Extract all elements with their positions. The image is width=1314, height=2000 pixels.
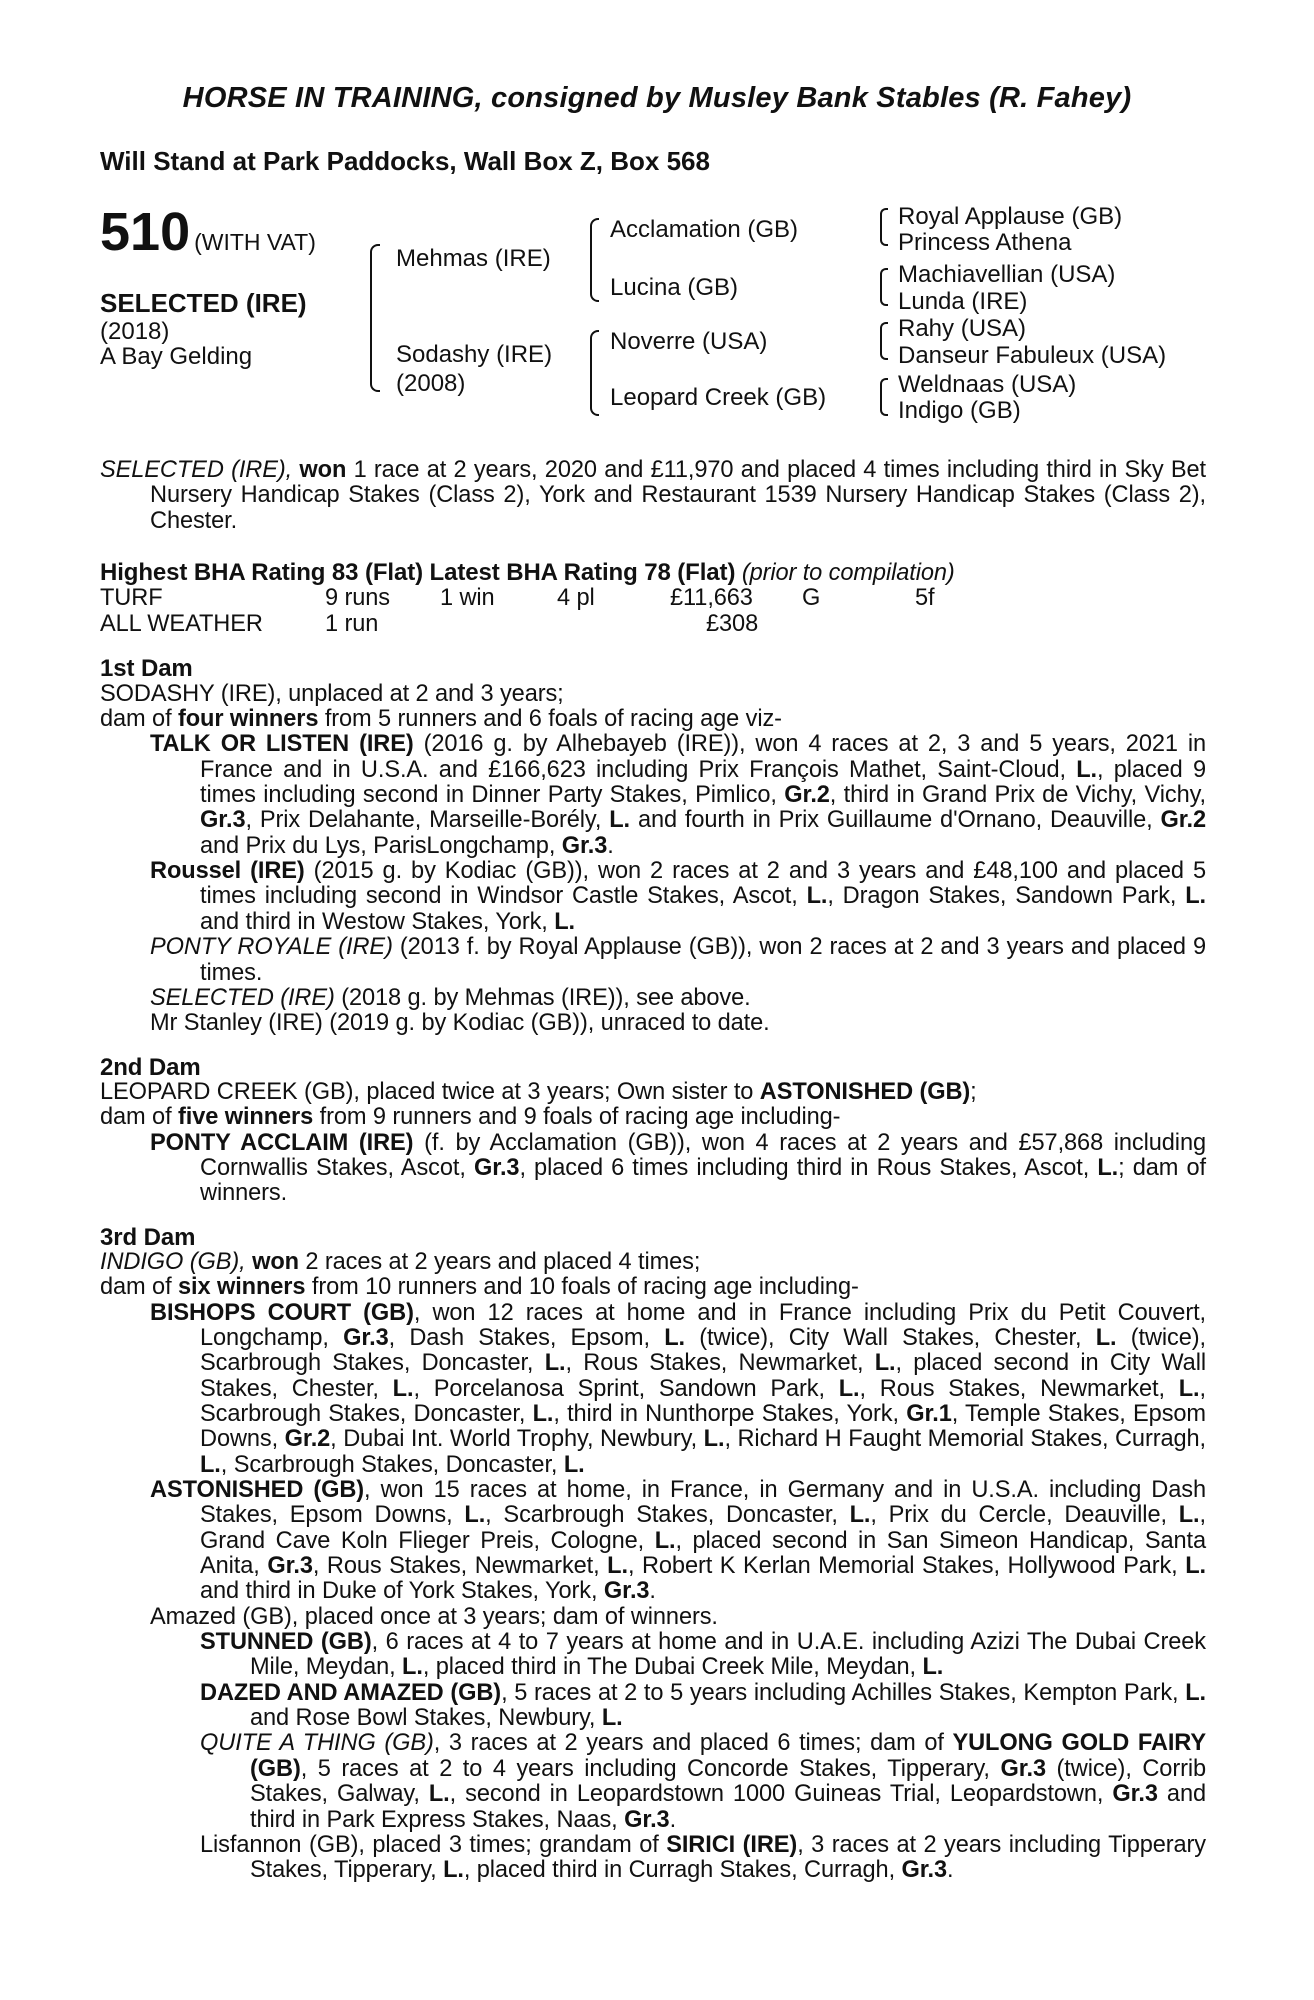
third-dam-line: INDIGO (GB), won 2 races at 2 years and placed 4 times;: [100, 1248, 701, 1275]
lot-number-block: [100, 202, 316, 262]
grand-progeny-entry: DAZED AND AMAZED (GB), 5 races at 2 to 5 years including Achilles Stakes, Kempton Park, L. and Rose Bowl Stakes, Newbury, L.: [200, 1679, 1206, 1732]
grand-progeny-entry: QUITE A THING (GB), 3 races at 2 years and placed 6 times; dam of YULONG GOLD FAIRY (GB), 5 races at 2 to 4 years including Concorde Stakes, Tipperary, Gr.3 (twice), Corrib Stakes, Galway, L., second in Leopardstown 1000 Guineas Trial, Leopardstown, Gr.3 and third in Park Express Stakes, Naas, Gr.3.: [200, 1730, 1206, 1833]
lot-number: 510: [100, 202, 191, 262]
turf-stats: TURF 9 runs 1 win 4 pl £11,663 G 5f: [100, 585, 935, 612]
grand-progeny-entry: STUNNED (GB), 6 races at 4 to 7 years at home and in U.A.E. including Azizi The Dubai Creek Mile, Meydan, L., placed third in The Dubai Creek Mile, Meydan, L.: [200, 1629, 1206, 1681]
second-dam-line: LEOPARD CREEK (GB), placed twice at 3 years; Own sister to ASTONISHED (GB);: [100, 1078, 977, 1105]
grand-progeny-entry: Lisfannon (GB), placed 3 times; grandam of SIRICI (IRE), 3 races at 2 years including Tipperary Stakes, Tipperary, L., placed third in Curragh Stakes, Curragh, Gr.3.: [200, 1831, 1206, 1884]
catalogue-body: [100, 458, 1206, 1884]
pedigree-dam: Sodashy (IRE): [396, 341, 553, 368]
progeny-entry: ASTONISHED (GB), won 15 races at home, in France, in Germany and in U.S.A. including Dash Stakes, Epsom Downs, L., Scarbrough Stakes, Doncaster, L., Prix du Cercle, Deauville, L., Grand Cave Koln Flieger Preis, Cologne, L., placed second in San Simeon Handicap, Santa Anita, Gr.3, Rous Stakes, Newmarket, L., Robert K Kerlan Memorial Stakes, Hollywood Park, L. and third in Duke of York Stakes, York, Gr.3.: [150, 1477, 1206, 1605]
pedigree-sire-dam: Lucina (GB): [610, 274, 739, 301]
pedigree-g2: Princess Athena: [898, 229, 1072, 256]
vat-note: (WITH VAT): [194, 229, 316, 255]
pedigree-g7: Weldnaas (USA): [898, 371, 1077, 398]
pedigree-g3: Machiavellian (USA): [898, 261, 1116, 288]
pedigree-dam-sire: Noverre (USA): [610, 328, 768, 355]
progeny-entry: BISHOPS COURT (GB), won 12 races at home and in France including Prix du Petit Couvert, Longchamp, Gr.3, Dash Stakes, Epsom, L. (twice), City Wall Stakes, Chester, L. (twice), Scarbrough Stakes, Doncaster, L., Rous Stakes, Newmarket, L., placed second in City Wall Stakes, Chester, L., Porcelanosa Sprint, Sandown Park, L., Rous Stakes, Newmarket, L., Scarbrough Stakes, Doncaster, L., third in Nunthorpe Stakes, York, Gr.1, Temple Stakes, Epsom Downs, Gr.2, Dubai Int. World Trophy, Newbury, L., Richard H Faught Memorial Stakes, Curragh, L., Scarbrough Stakes, Doncaster, L.: [150, 1299, 1206, 1478]
pedigree-brace-g1: [880, 208, 888, 246]
progeny-entry: Mr Stanley (IRE) (2019 g. by Kodiac (GB)), unraced to date.: [150, 1010, 770, 1037]
pedigree-sire-sire: Acclamation (GB): [610, 216, 799, 243]
third-dam-heading: 3rd Dam: [100, 1223, 196, 1251]
pedigree-g1: Royal Applause (GB): [898, 203, 1123, 230]
pedigree-dam-dam: Leopard Creek (GB): [610, 384, 827, 411]
pedigree-g6: Danseur Fabuleux (USA): [898, 342, 1167, 369]
pedigree-brace-dam: [590, 330, 599, 416]
first-dam-produce-line: dam of four winners from 5 runners and 6 foals of racing age viz-: [100, 706, 782, 733]
first-dam-line: SODASHY (IRE), unplaced at 2 and 3 years;: [100, 680, 564, 707]
pedigree-brace-g4: [880, 378, 888, 416]
second-dam-heading: 2nd Dam: [100, 1053, 201, 1081]
horse-description: A Bay Gelding: [100, 343, 253, 370]
pedigree-brace-g3: [880, 322, 888, 360]
pedigree-brace-sire: [590, 218, 599, 302]
progeny-entry: Roussel (IRE) (2015 g. by Kodiac (GB)), won 2 races at 2 and 3 years and £48,100 and placed 5 times including second in Windsor Castle Stakes, Ascot, L., Dragon Stakes, Sandown Park, L. and third in Westow Stakes, York, L.: [150, 858, 1207, 935]
all-weather-stats: ALL WEATHER 1 run £308: [100, 611, 759, 638]
horse-year: (2018): [100, 318, 170, 345]
progeny-entry: SELECTED (IRE) (2018 g. by Mehmas (IRE)), see above.: [150, 984, 751, 1011]
progeny-entry: Amazed (GB), placed once at 3 years; dam of winners.: [150, 1603, 718, 1630]
pedigree-g4: Lunda (IRE): [898, 288, 1028, 315]
pedigree-dam-year: (2008): [396, 370, 466, 397]
second-dam-produce-line: dam of five winners from 9 runners and 9 foals of racing age including-: [100, 1104, 841, 1131]
bha-ratings: Highest BHA Rating 83 (Flat) Latest BHA Rating 78 (Flat) (prior to compilation): [100, 559, 955, 587]
pedigree-g8: Indigo (GB): [898, 397, 1021, 424]
race-summary: SELECTED (IRE), won 1 race at 2 years, 2020 and £11,970 and placed 4 times including third in Sky Bet Nursery Handicap Stakes (Class 2), York and Restaurant 1539 Nursery Handicap Stakes (Class 2), Chester.: [100, 457, 1206, 534]
pedigree-brace-parents: [370, 244, 380, 392]
third-dam-produce-line: dam of six winners from 10 runners and 10 foals of racing age including-: [100, 1274, 859, 1301]
progeny-entry: PONTY ACCLAIM (IRE) (f. by Acclamation (GB)), won 4 races at 2 years and £57,868 including Cornwallis Stakes, Ascot, Gr.3, placed 6 times including third in Rous Stakes, Ascot, L.; dam of winners.: [150, 1129, 1206, 1207]
pedigree-brace-g2: [880, 268, 888, 306]
first-dam-heading: 1st Dam: [100, 655, 193, 683]
horse-name: SELECTED (IRE): [100, 288, 307, 318]
stand-location: Will Stand at Park Paddocks, Wall Box Z, Box 568: [100, 146, 710, 176]
pedigree-sire: Mehmas (IRE): [396, 245, 551, 272]
consignor-header: HORSE IN TRAINING, consigned by Musley Bank Stables (R. Fahey): [182, 82, 1132, 114]
progeny-entry: PONTY ROYALE (IRE) (2013 f. by Royal Applause (GB)), won 2 races at 2 and 3 years and placed 9 times.: [150, 934, 1206, 986]
progeny-entry: TALK OR LISTEN (IRE) (2016 g. by Alhebayeb (IRE)), won 4 races at 2, 3 and 5 years, 2021 in France and in U.S.A. and £166,623 including Prix François Mathet, Saint-Cloud, L., placed 9 times including second in Dinner Party Stakes, Pimlico, Gr.2, third in Grand Prix de Vichy, Vichy, Gr.3, Prix Delahante, Marseille-Borély, L. and fourth in Prix Guillaume d'Ornano, Deauville, Gr.2 and Prix du Lys, ParisLongchamp, Gr.3.: [150, 731, 1206, 859]
pedigree-g5: Rahy (USA): [898, 315, 1027, 342]
